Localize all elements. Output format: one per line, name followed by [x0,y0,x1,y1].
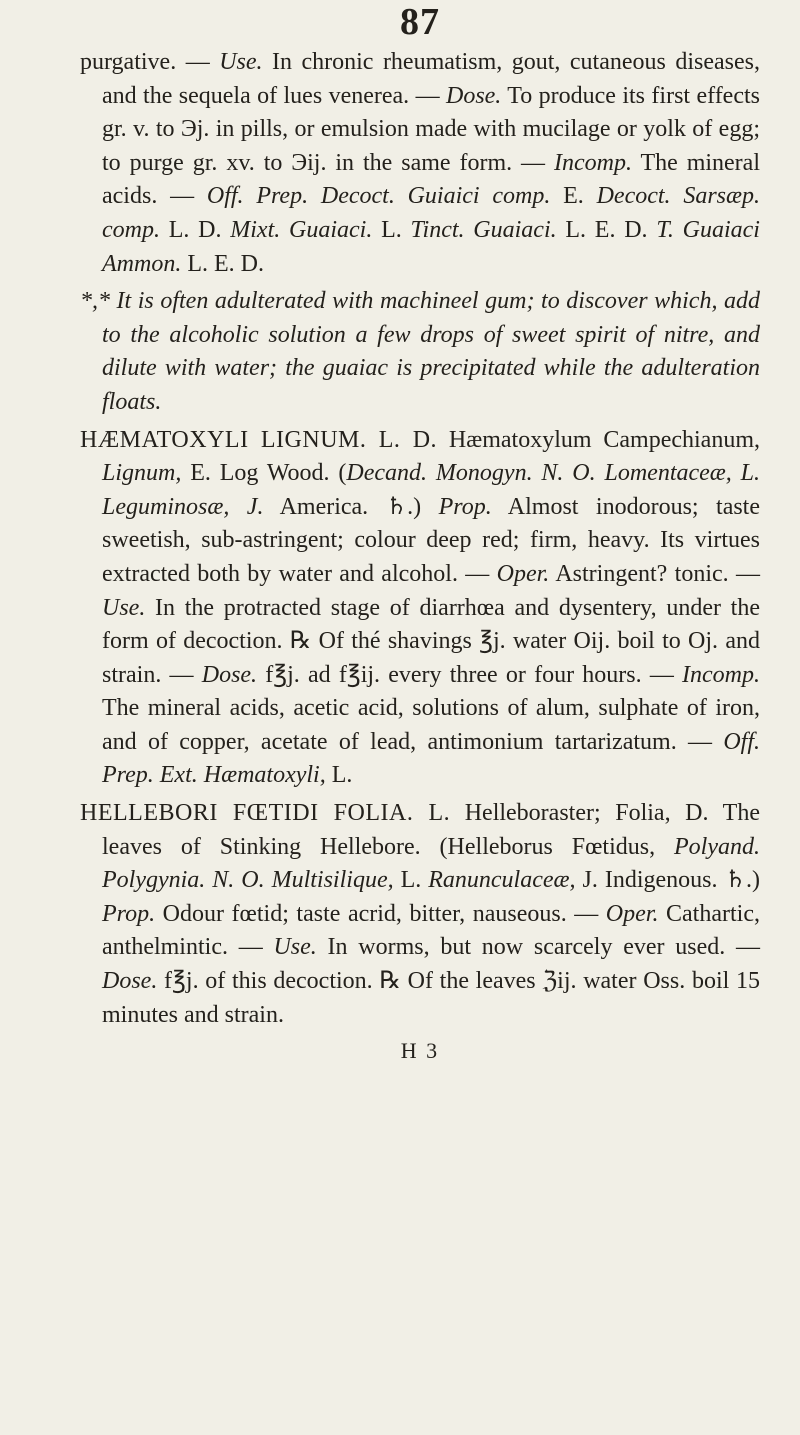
text-run: To produce its first effects gr. v. to Эj. in pills, or emulsion made with mucilage or yolk of egg; to purge gr. xv. to Эij. in the same form. — [102,82,760,176]
entry-hellebori-foetidi-folia [80,797,760,1032]
text-run: In worms, but now scarcely ever used. — [316,934,760,961]
text-run: J. Indigenous. ♄.) [575,867,760,894]
paragraph-guaiacum-continued [80,46,760,281]
text-run-italic: Decand. Monogyn. N. O. Lomentaceæ, L. Leguminosæ, J. [102,460,761,520]
text-run: In chronic rheumatism, gout, cutaneous diseases, and the sequela of lues venerea. — [102,49,760,109]
text-run: L. D. [159,216,231,243]
text-run: L. E. D. [556,216,657,243]
text-run-italic: Lignum, [102,460,182,487]
entry-heading: HELLEBORI FŒTIDI FOLIA. L. [80,800,451,827]
text-run: L. E. D. [181,250,264,277]
text-run: Hæmatoxylum Campechianum, [437,426,760,453]
text-run-italic: Decoct. Sarsæp. comp. [102,183,761,243]
text-run-italic: Use. [102,594,146,621]
text-run: E. Log Wood. ( [181,460,347,487]
text-run-italic: Ranunculaceæ, [428,867,576,894]
text-run-italic: T. Guaiaci Ammon. [102,216,760,277]
text-run-italic: Oper. [496,560,550,587]
text-run-italic: Polyand. Polygynia. N. O. Multisilique, [102,833,760,894]
entry-heading: HÆMATOXYLI LIGNUM. L. D. [80,426,438,453]
text-run: E. [550,183,597,210]
text-run: Astringent? tonic. — [549,560,760,587]
text-run-italic: *,* It is often adulterated with machineel gum; to discover which, add to the alcoholic solution a few drops of sweet spirit of nitre, and dilute with water; the guaiac is precipitated while the adulteration floats. [80,288,760,415]
text-run-italic: Prop. [438,493,492,520]
text-run-italic: Dose. [445,82,502,109]
text-run-italic: Use. [273,934,317,961]
text-run: L. [325,762,353,789]
text-run: The mineral acids, acetic acid, solutions of alum, sulphate of iron, and of copper, acetate of lead, antimonium tartarizatum. — [102,695,760,755]
text-run-italic: Dose. [201,661,258,688]
text-run: Helleboraster; Folia, D. The leaves of Stinking Hellebore. (Helleborus Fœtidus, [102,800,760,860]
text-run-italic: Use. [219,49,263,75]
text-run: f℥j. ad f℥ij. every three or four hours. — [257,661,683,688]
page-number: 87 [400,1,440,43]
signature-mark: H 3 [400,1038,440,1064]
text-run-italic: Prop. [102,900,156,927]
text-run-italic: Incomp. [553,149,632,176]
text-run-italic: Dose. [102,968,158,995]
text-run: In the protracted stage of diarrhœa and dysentery, under the form of decoction. ℞ Of thé shavings ℥j. water Oij. boil to Oj. and strain. — [102,594,760,688]
text-run-italic: Tinct. Guaiaci. [410,216,557,243]
text-run: Almost inodorous; taste sweetish, sub-astringent; colour deep red; firm, heavy. Its virtues extracted both by water and alcohol. — [102,493,761,587]
text-run-italic: Off. Prep. Ext. Hæmatoxyli, [102,728,760,789]
text-run: purgative. — [80,49,220,75]
text-run-italic: Mixt. Guaiaci. [230,216,373,243]
text-run-italic: Oper. [605,900,659,927]
text-run: L. [393,867,429,894]
text-run: America. ♄.) [263,493,439,520]
text-run-italic: Off. Prep. Decoct. Guiaici comp. [206,183,551,210]
text-run: Cathartic, anthelmintic. — [102,900,760,961]
entry-haematoxyli-lignum [80,424,760,794]
text-run-italic: Incomp. [682,661,761,688]
paragraph-adulteration-note [80,285,760,419]
text-run: The mineral acids. — [102,149,760,210]
text-run: L. [372,216,411,243]
text-run: Odour fœtid; taste acrid, bitter, nauseous. — [155,900,606,927]
text-run: f℥j. of this decoction. ℞ Of the leaves ℨij. water Oss. boil 15 minutes and strain. [102,968,760,1028]
